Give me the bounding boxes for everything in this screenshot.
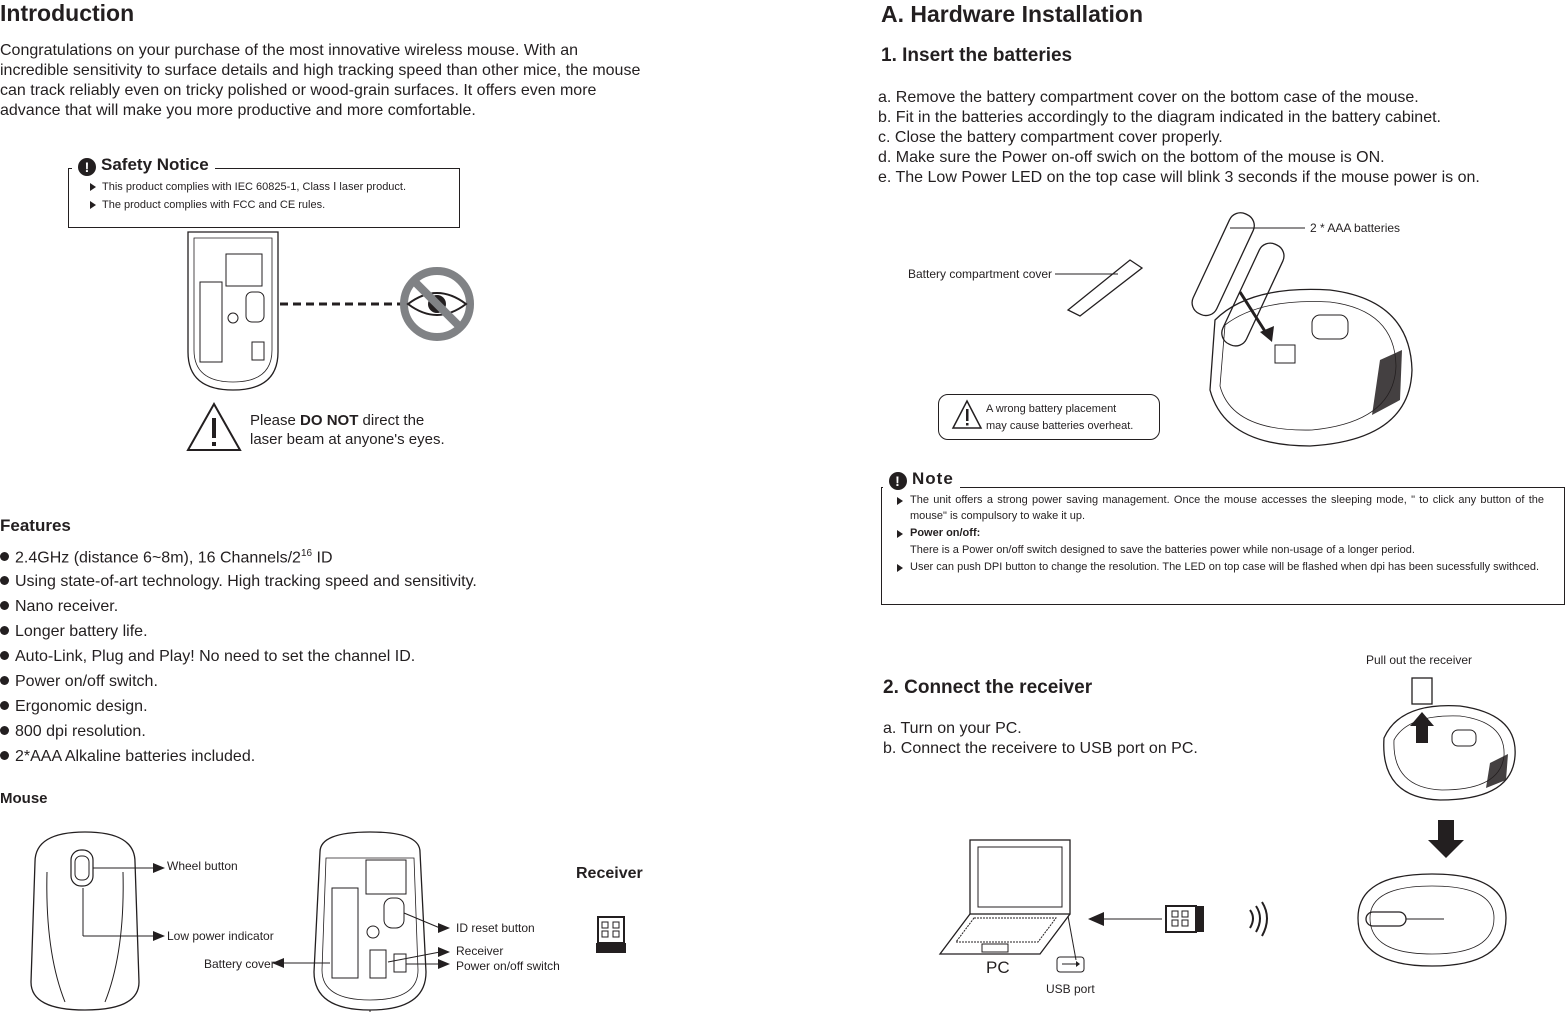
battery-warning-text — [986, 401, 1133, 435]
note-item-2: There is a Power on/off switch designed to save the batteries power while non-usage of a longer period. — [910, 544, 1415, 556]
bullet-icon — [0, 676, 9, 685]
safety-item-text: The product complies with FCC and CE rules. — [102, 199, 326, 211]
bullet-icon — [0, 651, 9, 660]
intro-paragraph — [0, 41, 690, 121]
warning-bold: DO NOT — [300, 412, 359, 429]
note-item-1: The unit offers a strong power saving management. Once the mouse accesses the sleeping mode, " to click any button of the mouse" is compulsory to wake it up. — [910, 494, 1544, 522]
feature-text: Auto-Link, Plug and Play! No need to set the channel ID. — [15, 648, 416, 665]
note-title: Note — [912, 469, 954, 488]
warning-line2: laser beam at anyone's eyes. — [250, 431, 445, 448]
intro-line: incredible sensitivity to surface details and high tracking speed than other mice, the mouse — [0, 62, 641, 79]
feature-item — [0, 573, 477, 591]
note-header — [883, 469, 960, 490]
warning-triangle-icon — [186, 402, 242, 452]
step1-line: e. The Low Power LED on the top case will blink 3 seconds if the mouse power is on. — [878, 169, 1480, 186]
step1-title: 1. Insert the batteries — [881, 45, 1073, 66]
safety-notice-box — [68, 168, 460, 228]
bullet-icon — [0, 601, 9, 610]
battery-warning-line: A wrong battery placement — [986, 403, 1117, 415]
bullet-arrow-icon — [90, 201, 96, 209]
safety-notice-header — [72, 155, 215, 176]
mouse-top-view-illustration — [1352, 870, 1512, 970]
usb-connection-illustration — [1066, 898, 1306, 968]
feature-item — [0, 698, 148, 716]
feature-text: Power on/off switch. — [15, 673, 158, 690]
feature-item — [0, 648, 415, 666]
intro-line: can track reliably even on tricky polished or wood-grain surfaces. It offers even more — [0, 82, 597, 99]
step2-line: a. Turn on your PC. — [883, 720, 1022, 737]
label-wheel-button: Wheel button — [167, 859, 238, 873]
step1-line: a. Remove the battery compartment cover on the bottom case of the mouse. — [878, 89, 1419, 106]
feature-item — [0, 723, 146, 741]
feature-text: Nano receiver. — [15, 598, 119, 615]
feature-text: Longer battery life. — [15, 623, 148, 640]
intro-title: Introduction — [0, 0, 135, 26]
intro-line: Congratulations on your purchase of the most innovative wireless mouse. With an — [0, 42, 579, 59]
bullet-icon — [0, 552, 9, 561]
step1-line: b. Fit in the batteries accordingly to the diagram indicated in the battery cabinet. — [878, 109, 1441, 126]
down-arrow-icon — [1426, 820, 1466, 860]
bullet-icon — [0, 751, 9, 760]
feature-item — [0, 623, 148, 641]
exclamation-icon: ! — [78, 158, 96, 176]
hardware-installation-title: A. Hardware Installation — [881, 1, 1144, 27]
bullet-icon — [0, 701, 9, 710]
bullet-arrow-icon — [897, 530, 903, 538]
label-battery-compartment-cover: Battery compartment cover — [908, 267, 1053, 281]
step2-instructions — [883, 719, 1198, 759]
safety-item — [90, 199, 325, 211]
warning-prefix: Please — [250, 412, 301, 429]
safety-item-text: This product complies with IEC 60825-1, Class Ⅰ laser product. — [102, 181, 407, 193]
feature-text: Using state-of-art technology. High tracking speed and sensitivity. — [15, 573, 477, 590]
features-title: Features — [0, 516, 71, 535]
step1-instructions — [878, 88, 1480, 188]
laser-warning-text — [250, 411, 445, 449]
battery-warning-line: may cause batteries overheat. — [986, 420, 1134, 432]
feature-item — [0, 598, 118, 616]
feature-text: 800 dpi resolution. — [15, 723, 146, 740]
bullet-icon — [0, 626, 9, 635]
warning-triangle-icon — [952, 400, 982, 430]
label-battery-cover: Battery cover — [204, 957, 275, 971]
label-id-reset-button: ID reset button — [456, 921, 535, 935]
pc-label: PC — [986, 958, 1010, 977]
intro-line: advance that will make you more productive and more comfortable. — [0, 102, 476, 119]
label-receiver: Receiver — [456, 944, 504, 958]
bullet-arrow-icon — [897, 497, 903, 505]
feature-text: Ergonomic design. — [15, 698, 148, 715]
safety-notice-title: Safety Notice — [101, 155, 209, 174]
bullet-arrow-icon — [90, 183, 96, 191]
mouse-bottom-laser-illustration — [180, 232, 480, 392]
step1-line: c. Close the battery compartment cover properly. — [878, 129, 1223, 146]
label-pull-out-receiver: Pull out the receiver — [1366, 653, 1473, 667]
warning-suffix: direct the — [358, 412, 425, 429]
exclamation-icon: ! — [889, 472, 907, 490]
feature-sup: 16 — [300, 548, 313, 559]
bullet-icon — [0, 576, 9, 585]
label-low-power-indicator: Low power indicator — [167, 929, 274, 943]
feature-text: 2.4GHz (distance 6~8m), 16 Channels/2 — [15, 549, 301, 567]
usb-receiver-icon — [594, 915, 634, 957]
bullet-icon — [0, 726, 9, 735]
bullet-arrow-icon — [897, 564, 903, 572]
usb-port-icon — [1056, 956, 1086, 974]
label-power-switch: Power on/off switch — [456, 959, 560, 973]
step1-line: d. Make sure the Power on-off swich on the bottom of the mouse is ON. — [878, 149, 1385, 166]
note-item-2-title: Power on/off: — [910, 527, 981, 539]
feature-text: 2*AAA Alkaline batteries included. — [15, 748, 256, 765]
step2-line: b. Connect the receivere to USB port on PC. — [883, 740, 1198, 757]
step2-title: 2. Connect the receiver — [883, 677, 1093, 698]
laptop-pc-icon — [940, 838, 1080, 958]
pull-receiver-illustration — [1370, 668, 1540, 808]
usb-port-label: USB port — [1046, 982, 1095, 996]
feature-item — [0, 748, 255, 766]
feature-item — [0, 673, 158, 691]
label-batteries: 2 * AAA batteries — [1310, 221, 1401, 235]
feature-text-post: ID — [312, 549, 333, 567]
feature-item — [0, 548, 333, 567]
note-item-3: User can push DPI button to change the resolution. The LED on top case will be flashed when dpi has been sucessfully swithced. — [910, 561, 1540, 573]
safety-item — [90, 180, 406, 193]
mouse-title: Mouse — [0, 790, 48, 807]
receiver-title: Receiver — [576, 865, 643, 882]
